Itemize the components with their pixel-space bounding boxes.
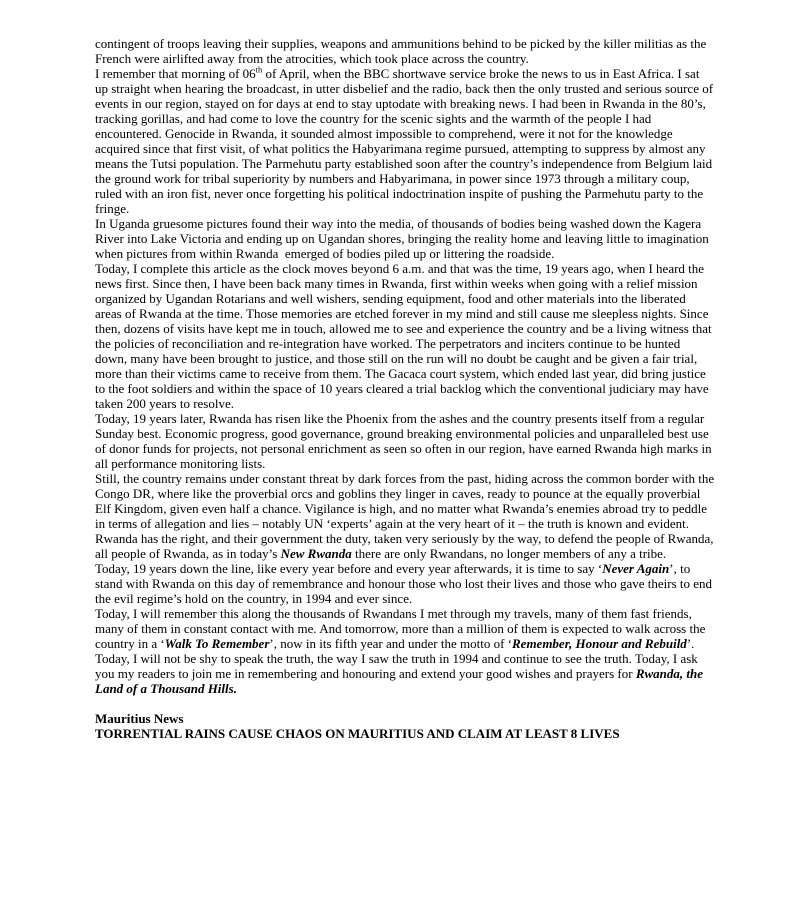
text-run: Never Again	[602, 561, 670, 576]
text-run: ’, to stand with Rwanda on this day of remembrance and honour those who lost their lives and those who gave theirs to end the evil regime’s hold on the country, in 1994 and ever since.	[95, 561, 716, 606]
torrential-rains-headline	[95, 726, 715, 741]
paragraph-uganda-pictures	[95, 216, 715, 261]
paragraph-constant-threat	[95, 471, 718, 561]
paragraph-french-troops	[95, 36, 715, 66]
paragraph-bbc-news	[95, 66, 715, 216]
text-run: th	[255, 64, 263, 75]
text-run: Today, 19 years down the line, like every year before and every year afterwards, it is time to say ‘	[95, 561, 603, 576]
paragraph-never-again	[95, 561, 715, 606]
text-run: I remember that morning of 06	[95, 66, 256, 81]
text-run: ’, now in its fifth year and under the motto of ‘	[269, 636, 512, 651]
text-run: Still, the country remains under constant threat by dark forces from the past, hiding across the common border with the Congo DR, where like the proverbial orcs and goblins they linger in caves, ready to pounce at the equally proverbial Elf Kingdom, given even half a chance. Vigilance is high, and no matter what Rwanda’s enemies abroad try to peddle in terms of allegation and lies – notably UN ‘experts’ again at the very heart of it – the truth is known and evident. Rwanda has the right, and their government the duty, taken very seriously by the way, to defend the people of Rwanda, all people of Rwanda, as in today’s	[95, 471, 718, 561]
paragraph-speak-the-truth	[95, 651, 715, 696]
paragraph-phoenix	[95, 411, 715, 471]
text-run: Mauritius News	[95, 711, 184, 726]
text-run: of April, when the BBC shortwave service broke the news to us in East Africa. I sat up straight when hearing the broadcast, in utter disbelief and the radio, back then the only trusted and serious source of events in our region, stayed on for days at end to stay uptodate with breaking news. I had been in Rwanda in the 80’s, tracking gorillas, and had come to love the country for the scenic sights and the warmth of the people I had encountered. Genocide in Rwanda, it sounded almost impossible to comprehend, were it not for the knowledge acquired since that first visit, of what politics the Habyarimana regime pursued, attempting to suppress by almost any means the Tutsi population. The Parmehutu party established soon after the country’s independence from Belgium laid the ground work for tribal superiority by numbers and Habyarimana, in power since 1973 through a military coup, ruled with an iron fist, never once forgetting his political indoctrination inspite of pushing the Parmehutu party to the fringe.	[95, 66, 717, 216]
text-run: Walk To Remember	[164, 636, 270, 651]
text-run: Today, I will remember this along the thousands of Rwandans I met through my travels, many of them fast friends, many of them in constant contact with me. And tomorrow, more than a million of them is expected to walk across the country in a ‘	[95, 606, 709, 651]
text-run: ’.	[686, 636, 695, 651]
text-run: contingent of troops leaving their supplies, weapons and ammunitions behind to be picked by the killer militias as the French were airlifted away from the atrocities, which took place across the country.	[95, 36, 710, 66]
text-run: In Uganda gruesome pictures found their way into the media, of thousands of bodies being washed down the Kagera River into Lake Victoria and ending up on Ugandan shores, bringing the reality home and leaving little to imagination when pictures from within Rwanda emerged of bodies piled up or littering the roadside.	[95, 216, 713, 261]
paragraph-relief-mission	[95, 261, 715, 411]
article-body	[95, 36, 718, 741]
paragraph-walk-to-remember	[95, 606, 715, 651]
text-run: Today, I complete this article as the clock moves beyond 6 a.m. and that was the time, 19 years ago, when I heard the news first. Since then, I have been back many times in Rwanda, first within weeks when going with a relief mission organized by Ugandan Rotarians and well wishers, sending equipment, food and other materials into the liberated areas of Rwanda at the time. Those memories are etched forever in my mind and still cause me sleepless nights. Since then, dozens of visits have kept me in touch, allowed me to see and experience the country and be a living witness that the policies of reconciliation and re-integration have worked. The perpetrators and inciters continue to be hunted down, many have been brought to justice, and those still on the run will no doubt be caught and be given a fair trial, more than their victims came to receive from them. The Gacaca court system, which ended last year, did bring justice to the foot soldiers and within the space of 10 years cleared a trial backlog which the conventional judiciary may have taken 200 years to resolve.	[95, 261, 715, 411]
text-run: there are only Rwandans, no longer members of any a tribe.	[351, 546, 667, 561]
text-run: TORRENTIAL RAINS CAUSE CHAOS ON MAURITIUS AND CLAIM AT LEAST 8 LIVES	[95, 726, 620, 741]
text-run: Rwanda, the Land of a Thousand Hills.	[95, 666, 707, 696]
text-run: Remember, Honour and Rebuild	[512, 636, 687, 651]
text-run: New Rwanda	[280, 546, 352, 561]
mauritius-news-heading	[95, 711, 715, 726]
blank-line	[95, 696, 715, 711]
text-run: Today, I will not be shy to speak the truth, the way I saw the truth in 1994 and continue to see the truth. Today, I ask you my readers to join me in remembering and honouring and extend your good wishes and prayers for	[95, 651, 702, 681]
text-run: Today, 19 years later, Rwanda has risen like the Phoenix from the ashes and the country presents itself from a regular Sunday best. Economic progress, good governance, ground breaking environmental policies and unparalleled best use of donor funds for projects, not personal enrichment as seen so often in our region, have earned Rwanda high marks in all performance monitoring lists.	[95, 411, 715, 471]
